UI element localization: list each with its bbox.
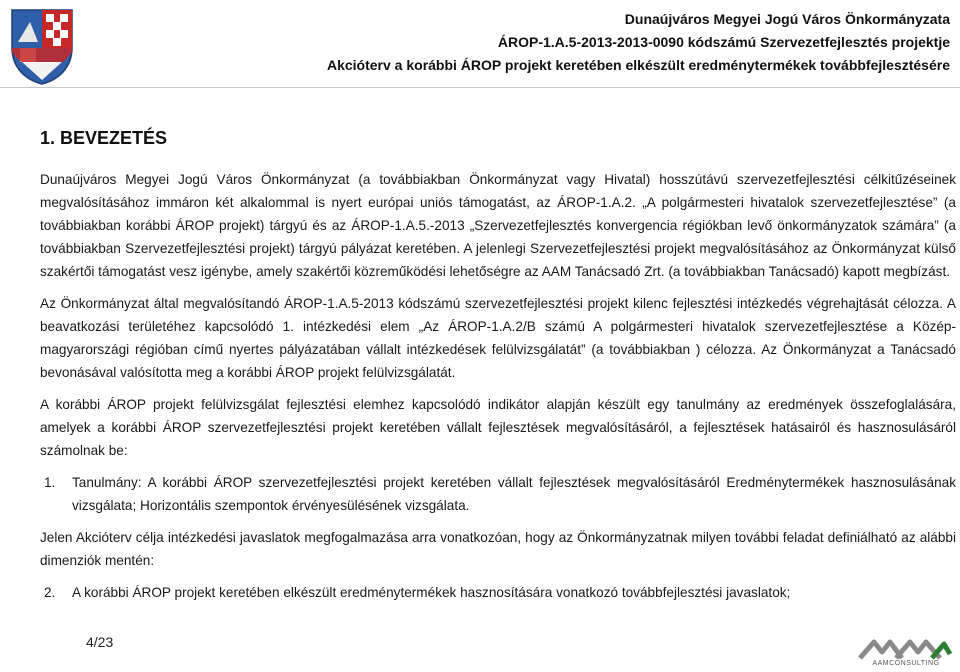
page-number: 4/23 <box>86 634 114 650</box>
paragraph-purpose: Jelen Akcióterv célja intézkedési javaslatok megfogalmazása arra vonatkozóan, hogy az Önkormányzatnak milyen további feladat definiálható az alábbi dimenziók mentén: <box>40 530 956 568</box>
paragraph-intro: Dunaújváros Megyei Jogú Város Önkormányzat (a továbbiakban Önkormányzat vagy Hivatal) hosszútávú szervezetfejlesztési célkitűzéseinek megvalósításához immáron két alkalommal is nyert európai uniós támogatást, az ÁROP-1.A.2. „A polgármesteri hivatalok szervezetfejlesztése” (a továbbiakban korábbi ÁROP projekt) tárgyú és az ÁROP-1.A.5.-2013 „Szervezetfejlesztés konvergencia régiókban levő önkormányzatok számára” (a továbbiakban Szervezetfejlesztési projekt) tárgyú pályázat keretében. A jelenlegi Szervezetfejlesztési projekt megvalósításához az Önkormányzat külső szakértői támogatást vesz igénybe, amely szakértői közreműködési lehetőségre az AAM Tanácsadó Zrt. (a továbbiakban Tanácsadó) kapott megbízást. <box>40 172 956 279</box>
coat-of-arms-logo <box>8 4 76 86</box>
list-item <box>40 581 956 604</box>
logo-caption: AAMCONSULTING <box>872 660 940 667</box>
list-text: A korábbi ÁROP projekt keretében elkészült eredménytermékek hasznosítására vonatkozó továbbfejlesztési javaslatok; <box>72 585 791 600</box>
list-number: 2. <box>44 585 56 600</box>
header-divider <box>0 87 960 88</box>
list-item <box>40 471 956 517</box>
list-number: 1. <box>44 475 56 490</box>
header-document-title: Akcióterv a korábbi ÁROP projekt keretében elkészült eredménytermékek továbbfejlesztésére <box>326 57 950 73</box>
document-header <box>250 8 950 77</box>
header-project-code: ÁROP-1.A.5-2013-2013-0090 kódszámú Szervezetfejlesztés projektje <box>497 34 950 50</box>
paragraph-review: A korábbi ÁROP projekt felülvizsgálat fejlesztési elemhez kapcsolódó indikátor alapján készült egy tanulmány az eredmények összefoglalására, amelyek a korábbi ÁROP szervezetfejlesztési projekt keretében vállalt fejlesztések megvalósításáról, a fejlesztések hatásairól és hasznosulásáról számolnak be: <box>40 397 956 458</box>
document-body <box>40 168 956 613</box>
section-heading: 1. BEVEZETÉS <box>40 128 168 148</box>
list-text: Tanulmány: A korábbi ÁROP szervezetfejlesztési projekt keretében vállalt fejlesztések megvalósításáról Eredménytermékek hasznosulásának vizsgálata; Horizontális szempontok érvényesülésének vizsgálata. <box>72 475 956 513</box>
paragraph-project: Az Önkormányzat által megvalósítandó ÁROP-1.A.5-2013 kódszámú szervezetfejlesztési projekt kilenc fejlesztési intézkedés végrehajtását célozza. A beavatkozási területéhez kapcsolódó 1. intézkedési elem „Az ÁROP-1.A.2/B számú A polgármesteri hivatalok szervezetfejlesztése a Közép-magyarországi régióban című nyertes pályázatában vállalt intézkedések felülvizsgálatát” (a továbbiakban ) célozza. Az Önkormányzat a Tanácsadó bevonásával valósította meg a korábbi ÁROP projekt felülvizsgálatát. <box>40 296 956 380</box>
header-organization: Dunaújváros Megyei Jogú Város Önkormányzata <box>624 11 950 27</box>
